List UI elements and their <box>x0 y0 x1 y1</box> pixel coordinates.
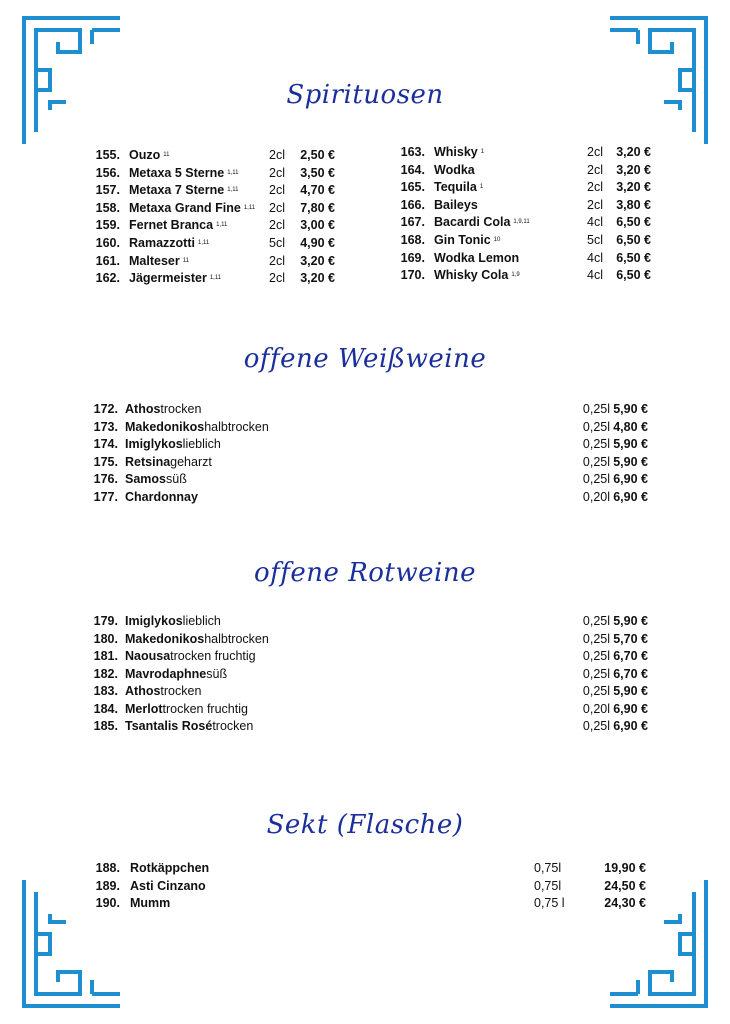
item-volume: 2cl <box>269 218 285 233</box>
menu-item <box>88 253 348 270</box>
menu-item <box>86 489 651 506</box>
menu-item <box>88 165 348 182</box>
item-price: 4,90 € <box>300 236 335 250</box>
item-name: Ouzo 11 <box>129 148 170 162</box>
item-price: 4,70 € <box>300 183 335 198</box>
menu-item <box>88 235 348 252</box>
item-price: 3,80 € <box>616 197 651 212</box>
item-number: 172. <box>93 402 118 416</box>
item-price: 6,50 € <box>616 250 651 265</box>
item-name: Retsina geharzt <box>125 454 212 469</box>
item-description: trocken <box>160 402 202 416</box>
item-name: Imiglykos lieblich <box>125 614 221 628</box>
item-description: trocken fruchtig <box>162 701 248 716</box>
item-price: 6,50 € <box>616 215 651 230</box>
item-number: 160. <box>95 236 120 250</box>
item-name: Wodka <box>434 162 475 177</box>
menu-item <box>86 666 651 683</box>
item-name: Whisky 1 <box>434 145 485 159</box>
corner-ornament-top-left <box>20 14 125 144</box>
item-number: 162. <box>95 271 120 286</box>
allergen-note: 1,11 <box>227 169 239 176</box>
item-volume: 0,25l <box>582 402 610 416</box>
item-volume: 0,25l <box>582 666 610 681</box>
item-price: 3,20 € <box>616 180 651 195</box>
item-volume: 0,25l <box>582 631 610 646</box>
item-price: 3,20 € <box>300 253 335 268</box>
item-number: 155. <box>95 148 120 162</box>
item-volume: 0,25l <box>582 437 610 451</box>
item-volume: 4cl <box>587 268 603 283</box>
item-volume: 2cl <box>269 253 285 268</box>
item-name: Merlot trocken fruchtig <box>125 701 248 716</box>
item-name: Metaxa 7 Sterne 1,11 <box>129 183 239 198</box>
item-number: 165. <box>400 180 425 195</box>
corner-ornament-top-right <box>605 14 710 144</box>
item-price: 6,90 € <box>613 472 648 486</box>
allergen-note: 1,11 <box>197 240 210 246</box>
item-price: 3,20 € <box>300 271 335 286</box>
item-price: 24,30 € <box>604 896 646 910</box>
item-number: 173. <box>93 419 118 434</box>
section-title-weissweine: offene Weißweine <box>243 344 487 374</box>
item-description: lieblich <box>182 437 221 451</box>
menu-item <box>86 454 651 471</box>
item-price: 3,00 € <box>300 218 335 233</box>
item-name: Fernet Branca 1,11 <box>129 218 228 233</box>
allergen-note: 1,11 <box>243 204 256 211</box>
item-number: 167. <box>400 215 425 230</box>
item-name: Tequila 1 <box>434 180 484 195</box>
item-number: 163. <box>400 145 425 159</box>
item-price: 5,90 € <box>613 437 648 451</box>
item-volume: 0,25l <box>582 649 610 663</box>
item-description: trocken <box>212 719 254 733</box>
menu-item <box>393 232 653 249</box>
item-volume: 2cl <box>587 162 603 177</box>
item-price: 2,50 € <box>300 148 335 162</box>
item-number: 189. <box>95 878 120 893</box>
item-name: Metaxa 5 Sterne 1,11 <box>129 165 239 180</box>
item-number: 177. <box>93 489 118 504</box>
allergen-note: 1,9,11 <box>513 219 530 226</box>
menu-item <box>393 144 653 161</box>
item-name: Samos süß <box>125 472 187 486</box>
item-name: Rotkäppchen <box>130 861 210 875</box>
item-number: 159. <box>95 218 120 233</box>
item-volume: 0,20l <box>582 701 610 716</box>
item-number: 183. <box>93 684 118 698</box>
item-volume: 0,25l <box>582 472 610 486</box>
item-number: 182. <box>93 666 118 681</box>
item-number: 184. <box>93 701 118 716</box>
item-price: 5,90 € <box>613 684 648 698</box>
item-name: Malteser 11 <box>129 253 189 268</box>
item-name: Mumm <box>130 896 171 910</box>
item-volume: 0,25l <box>582 454 610 469</box>
menu-item <box>88 860 650 877</box>
item-description: süß <box>166 472 187 486</box>
item-volume: 2cl <box>269 148 285 162</box>
item-volume: 2cl <box>269 200 285 215</box>
allergen-note: 11 <box>163 152 170 158</box>
item-name: Whisky Cola 1,9 <box>434 268 520 283</box>
item-number: 190. <box>95 896 120 910</box>
item-name: Tsantalis Rosé trocken <box>125 719 254 733</box>
item-price: 4,80 € <box>613 419 648 434</box>
item-price: 6,50 € <box>616 233 651 247</box>
item-price: 3,20 € <box>616 162 651 177</box>
allergen-note: 10 <box>493 237 501 243</box>
item-description: süß <box>206 666 228 681</box>
item-number: 158. <box>95 200 120 215</box>
item-description: trocken fruchtig <box>170 649 256 663</box>
item-price: 6,90 € <box>613 719 648 733</box>
item-name: Asti Cinzano <box>130 878 206 893</box>
menu-item <box>88 182 348 199</box>
item-volume: 2cl <box>587 145 603 159</box>
item-name: Ramazzotti 1,11 <box>129 236 210 250</box>
allergen-note: 11 <box>182 257 189 264</box>
item-number: 164. <box>400 162 425 177</box>
item-name: Baileys <box>434 197 478 212</box>
menu-item <box>86 718 651 735</box>
menu-item <box>86 683 651 700</box>
item-number: 168. <box>400 233 425 247</box>
menu-item <box>86 648 651 665</box>
item-name: Naousa trocken fruchtig <box>125 649 256 663</box>
menu-item <box>88 878 650 895</box>
menu-item <box>393 267 653 284</box>
item-name: Wodka Lemon <box>434 250 520 265</box>
item-number: 180. <box>93 631 118 646</box>
menu-item <box>86 419 651 436</box>
item-number: 161. <box>95 253 120 268</box>
item-price: 3,20 € <box>616 145 651 159</box>
item-number: 169. <box>400 250 425 265</box>
item-price: 6,70 € <box>613 666 648 681</box>
item-name: Jägermeister 1,11 <box>129 271 222 286</box>
item-name: Imiglykos lieblich <box>125 437 221 451</box>
item-number: 174. <box>93 437 118 451</box>
allergen-note: 1,9 <box>511 272 520 279</box>
item-price: 7,80 € <box>300 200 335 215</box>
item-price: 3,50 € <box>300 165 335 180</box>
item-description: halbtrocken <box>204 419 269 434</box>
item-volume: 0,25l <box>582 719 610 733</box>
item-name: Metaxa Grand Fine 1,11 <box>129 200 256 215</box>
item-number: 156. <box>95 165 120 180</box>
item-volume: 0,25l <box>582 419 610 434</box>
item-number: 188. <box>95 861 120 875</box>
item-volume: 0,75 l <box>534 896 565 910</box>
menu-item <box>88 895 650 912</box>
allergen-note: 1 <box>479 184 484 191</box>
allergen-note: 1,11 <box>227 187 239 194</box>
item-volume: 2cl <box>269 165 285 180</box>
item-price: 5,90 € <box>613 454 648 469</box>
item-price: 6,90 € <box>613 489 648 504</box>
menu-item <box>393 162 653 179</box>
item-volume: 0,25l <box>582 684 610 698</box>
item-description: lieblich <box>182 614 221 628</box>
item-volume: 4cl <box>587 250 603 265</box>
menu-item <box>88 200 348 217</box>
item-description: geharzt <box>170 454 212 469</box>
item-price: 6,70 € <box>613 649 648 663</box>
item-number: 185. <box>93 719 118 733</box>
item-price: 6,50 € <box>616 268 651 283</box>
item-volume: 4cl <box>587 215 603 230</box>
item-number: 157. <box>95 183 120 198</box>
item-number: 166. <box>400 197 425 212</box>
section-title-sekt: Sekt (Flasche) <box>266 810 464 840</box>
menu-item <box>86 436 651 453</box>
menu-item <box>88 217 348 234</box>
item-price: 5,70 € <box>613 631 648 646</box>
item-volume: 0,25l <box>582 614 610 628</box>
item-volume: 2cl <box>269 271 285 286</box>
item-price: 19,90 € <box>604 861 646 875</box>
menu-item <box>86 471 651 488</box>
item-description: trocken <box>160 684 202 698</box>
item-price: 6,90 € <box>613 701 648 716</box>
item-name: Athos trocken <box>125 402 202 416</box>
item-description: halbtrocken <box>204 631 269 646</box>
menu-item <box>86 401 651 418</box>
item-volume: 0,75l <box>534 878 562 893</box>
item-price: 5,90 € <box>613 614 648 628</box>
menu-item <box>88 147 348 164</box>
menu-item <box>393 250 653 267</box>
section-title-spirituosen: Spirituosen <box>286 80 444 110</box>
allergen-note: 1,11 <box>216 222 228 229</box>
item-number: 176. <box>93 472 118 486</box>
item-name: Bacardi Cola 1,9,11 <box>434 215 530 230</box>
menu-item <box>88 270 348 287</box>
menu-item <box>86 701 651 718</box>
item-number: 181. <box>93 649 118 663</box>
item-volume: 2cl <box>587 180 603 195</box>
item-volume: 0,20l <box>582 489 610 504</box>
menu-item <box>393 197 653 214</box>
item-name: Makedonikos halbtrocken <box>125 631 269 646</box>
item-number: 175. <box>93 454 118 469</box>
item-volume: 2cl <box>269 183 285 198</box>
item-name: Gin Tonic 10 <box>434 233 501 247</box>
item-number: 179. <box>93 614 118 628</box>
item-volume: 2cl <box>587 197 603 212</box>
menu-item <box>393 179 653 196</box>
item-name: Makedonikos halbtrocken <box>125 419 269 434</box>
menu-item <box>393 214 653 231</box>
allergen-note: 1 <box>480 149 485 155</box>
menu-item <box>86 631 651 648</box>
allergen-note: 1,11 <box>209 275 222 282</box>
item-price: 5,90 € <box>613 402 648 416</box>
menu-item <box>86 613 651 630</box>
item-volume: 5cl <box>269 236 285 250</box>
item-number: 170. <box>400 268 425 283</box>
item-name: Mavrodaphne süß <box>125 666 228 681</box>
item-volume: 5cl <box>587 233 603 247</box>
section-title-rotweine: offene Rotweine <box>254 558 476 588</box>
item-price: 24,50 € <box>604 878 646 893</box>
item-name: Athos trocken <box>125 684 202 698</box>
item-name: Chardonnay <box>125 489 198 504</box>
item-volume: 0,75l <box>534 861 562 875</box>
